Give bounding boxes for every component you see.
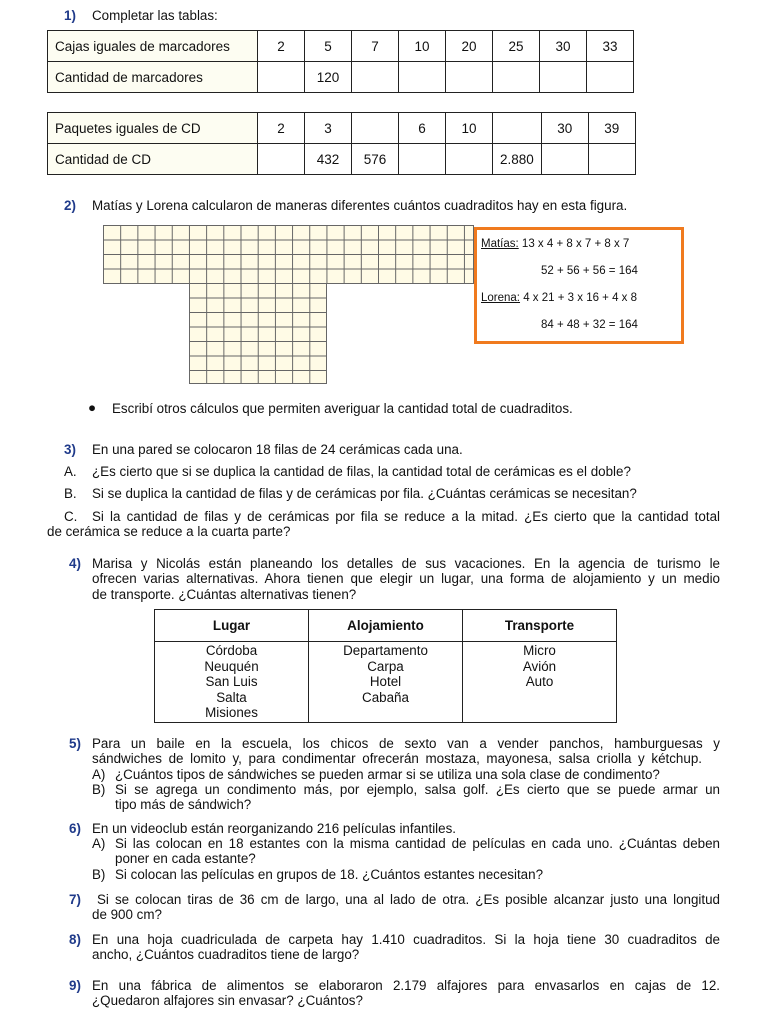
q3-c-text: Si la cantidad de filas y de cerámicas por fila se reduce a la mitad. ¿Es cierto que la cantidad total [92, 509, 720, 524]
header-transporte: Transporte [463, 610, 617, 642]
list-item: Neuquén [204, 658, 259, 674]
table-cell: 33 [587, 31, 634, 62]
table-cell[interactable] [352, 62, 399, 93]
list-item: San Luis [205, 674, 258, 689]
table-cell: 2 [258, 31, 305, 62]
q6-a-text-cont: poner en cada estante? [115, 851, 256, 866]
q4-number: 4) [69, 556, 81, 571]
table-cell: 30 [541, 113, 588, 144]
q3-a-text: ¿Es cierto que si se duplica la cantidad de filas, la cantidad total de cerámicas es el doble? [92, 464, 631, 479]
list-item: Cabaña [362, 689, 409, 705]
q5-a-label: A) [92, 767, 106, 782]
table-cell[interactable] [352, 113, 399, 144]
header-lugar: Lugar [155, 610, 309, 642]
table-cell[interactable] [541, 144, 588, 175]
table-cell: 20 [446, 31, 493, 62]
table-row [48, 31, 634, 62]
list-item: Micro [523, 643, 556, 658]
lorena-name: Lorena: [481, 292, 521, 304]
q8-text-cont: ancho, ¿Cuántos cuadraditos tiene de largo? [92, 947, 360, 962]
row-label: Paquetes iguales de CD [48, 113, 258, 144]
q5-number: 5) [69, 736, 81, 751]
table-cell[interactable] [258, 144, 305, 175]
q6-a-label: A) [92, 836, 106, 851]
q5-b-text-cont: tipo más de sándwich? [115, 797, 252, 812]
q6-b-label: B) [92, 867, 106, 882]
options-table [154, 609, 617, 723]
list-item: Córdoba [205, 643, 258, 658]
grid-figure-top [103, 225, 474, 284]
lorena-sum: 84 + 48 + 32 = 164 [541, 319, 638, 331]
q5-text: sándwiches de lomito y, para condimentar ofrecerán mostaza, mayonesa, salsa criolla y kétchup. [92, 751, 702, 766]
table-cell: 30 [540, 31, 587, 62]
table-cell: 5 [305, 31, 352, 62]
table-marcadores [47, 30, 634, 93]
list-item: Misiones [205, 705, 258, 720]
table-cell[interactable] [493, 62, 540, 93]
q2-text: Matías y Lorena calcularon de maneras diferentes cuántos cuadraditos hay en esta figura. [92, 198, 628, 213]
q5-b-text: Si se agrega un condimento más, por ejemplo, salsa golf. ¿Es cierto que se puede armar un [115, 782, 720, 797]
q8-text: En una hoja cuadriculada de carpeta hay 1.410 cuadraditos. Si la hoja tiene 30 cuadraditos de [92, 932, 720, 947]
calculations-box [474, 227, 684, 344]
list-item: Avión [522, 658, 557, 674]
q6-a-text: Si las colocan en 18 estantes con la misma cantidad de películas en cada uno. ¿Cuántas deben [115, 836, 720, 851]
table-cell[interactable] [258, 62, 305, 93]
table-cell: 10 [446, 113, 493, 144]
table-cell: 7 [352, 31, 399, 62]
q3-c-label: C. [64, 509, 78, 524]
table-cell: 39 [588, 113, 635, 144]
list-item: Carpa [367, 658, 404, 674]
table-cell[interactable] [587, 62, 634, 93]
table-cell: 25 [493, 31, 540, 62]
table-cell: 432 [305, 144, 352, 175]
matias-name: Matías: [481, 238, 519, 250]
transporte-cell [463, 642, 617, 723]
q6-text: En un videoclub están reorganizando 216 películas infantiles. [92, 821, 457, 836]
table-cell[interactable] [493, 113, 542, 144]
row-label: Cajas iguales de marcadores [48, 31, 258, 62]
q4-text: de transporte. ¿Cuántas alternativas tienen? [92, 587, 357, 602]
alojamiento-cell [309, 642, 463, 723]
table-row [155, 610, 617, 642]
table-cell: 2 [258, 113, 305, 144]
table-cell[interactable] [446, 144, 493, 175]
q9-text: En una fábrica de alimentos se elaboraron 2.179 alfajores para envasarlos en cajas de 12. [92, 978, 720, 993]
q3-c-text-cont: de cerámica se reduce a la cuarta parte? [47, 524, 291, 539]
q5-text: Para un baile en la escuela, los chicos de sexto van a vender panchos, hamburguesas y [92, 736, 720, 751]
q1-title: Completar las tablas: [92, 8, 218, 23]
grid-figure-bottom [189, 283, 327, 384]
table-cell[interactable]: 120 [305, 62, 352, 93]
table-cell[interactable] [399, 62, 446, 93]
table-cell[interactable] [588, 144, 635, 175]
matias-sum: 52 + 56 + 56 = 164 [541, 265, 638, 277]
list-item: Auto [525, 674, 554, 689]
list-item: Departamento [343, 643, 428, 658]
q3-text: En una pared se colocaron 18 filas de 24 cerámicas cada una. [92, 442, 463, 457]
table-cd [47, 112, 636, 175]
table-cell: 576 [352, 144, 399, 175]
q5-b-label: B) [92, 782, 106, 797]
q3-a-label: A. [64, 464, 77, 479]
q1-number: 1) [64, 8, 76, 23]
lugar-cell [155, 642, 309, 723]
q2-bullet-text: Escribí otros cálculos que permiten averiguar la cantidad total de cuadraditos. [112, 401, 573, 416]
matias-expression: 13 x 4 + 8 x 7 + 8 x 7 [521, 238, 630, 250]
q5-a-text: ¿Cuántos tipos de sándwiches se pueden armar si se utiliza una sola clase de condimento? [115, 767, 660, 782]
q6-number: 6) [69, 821, 81, 836]
table-row [48, 144, 636, 175]
row-label: Cantidad de marcadores [48, 62, 258, 93]
table-cell[interactable] [399, 144, 446, 175]
table-row [155, 642, 617, 723]
q7-text: Si se colocan tiras de 36 cm de largo, una al lado de otra. ¿Es posible alcanzar justo una longitud [97, 892, 720, 907]
table-row [48, 62, 634, 93]
q4-text: Marisa y Nicolás están planeando los detalles de sus vacaciones. En la agencia de turismo le [92, 556, 720, 571]
table-cell[interactable] [540, 62, 587, 93]
q9-number: 9) [69, 978, 81, 993]
q3-b-text: Si se duplica la cantidad de filas y de cerámicas por fila. ¿Cuántas cerámicas se necesitan? [92, 486, 637, 501]
table-cell[interactable] [446, 62, 493, 93]
table-cell: 2.880 [493, 144, 542, 175]
q9-text-cont: ¿Quedaron alfajores sin envasar? ¿Cuántos? [92, 993, 363, 1008]
table-cell: 3 [305, 113, 352, 144]
lorena-expression: 4 x 21 + 3 x 16 + 4 x 8 [523, 292, 638, 304]
table-cell: 6 [399, 113, 446, 144]
q4-text: ofrecen varias alternativas. Ahora tienen que elegir un lugar, una forma de alojamiento y un medio [92, 571, 720, 586]
list-item: Salta [216, 689, 247, 705]
q3-b-label: B. [64, 486, 77, 501]
q7-number: 7) [69, 892, 81, 907]
q7-text-cont: de 900 cm? [92, 907, 162, 922]
list-item: Hotel [369, 674, 402, 689]
q2-number: 2) [64, 198, 76, 213]
q6-b-text: Si colocan las películas en grupos de 18. ¿Cuántos estantes necesitan? [115, 867, 544, 882]
table-row [48, 113, 636, 144]
table-cell: 10 [399, 31, 446, 62]
q8-number: 8) [69, 932, 81, 947]
row-label: Cantidad de CD [48, 144, 258, 175]
header-alojamiento: Alojamiento [309, 610, 463, 642]
bullet-icon: ● [88, 400, 97, 415]
q3-number: 3) [64, 442, 76, 457]
